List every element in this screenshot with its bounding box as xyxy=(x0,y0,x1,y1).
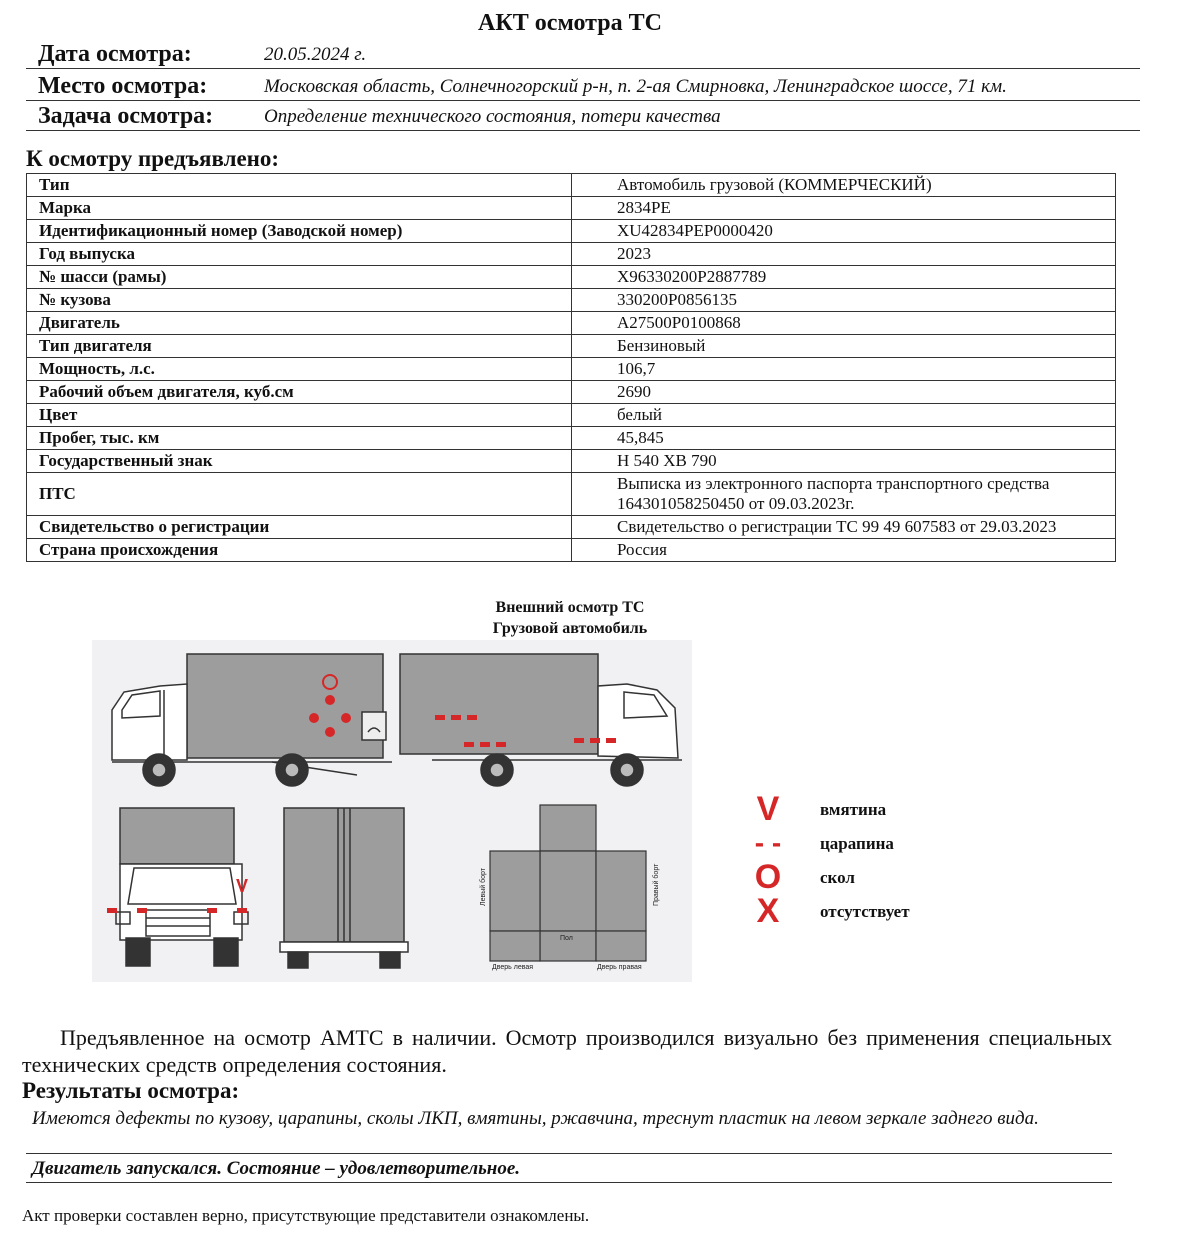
header-label: Место осмотра: xyxy=(38,73,208,99)
legend-scratch xyxy=(748,826,968,860)
inspection-paragraph: Предъявленное на осмотр АМТС в наличии. Осмотр производился визуально без применения специальных технических средств определения состояния. xyxy=(22,1025,1112,1077)
header-value: Московская область, Солнечногорский р-н, п. 2-ая Смирновка, Ленинградское шоссе, 71 км. xyxy=(264,76,1007,97)
spec-key: ПТС xyxy=(27,473,572,516)
spec-value: Свидетельство о регистрации ТС 99 49 607583 от 29.03.2023 xyxy=(572,516,1116,539)
header-value: 20.05.2024 г. xyxy=(264,44,367,65)
results-text: Имеются дефекты по кузову, царапины, сколы ЛКП, вмятины, ржавчина, треснут пластик на левом зеркале заднего вида. xyxy=(32,1108,1039,1129)
results-divider xyxy=(26,1153,1112,1154)
spec-key: Рабочий объем двигателя, куб.см xyxy=(27,381,572,404)
spec-row xyxy=(27,312,1116,335)
truck-rear-view xyxy=(280,808,408,968)
spec-row xyxy=(27,335,1116,358)
spec-value: Бензиновый xyxy=(572,335,1116,358)
spec-key: Марка xyxy=(27,197,572,220)
spec-value: 2023 xyxy=(572,243,1116,266)
document-title: АКТ осмотра ТС xyxy=(478,10,662,36)
header-row-place xyxy=(26,70,1140,101)
section-title: К осмотру предъявлено: xyxy=(26,146,280,171)
truck-diagram xyxy=(92,640,692,982)
spec-key: Свидетельство о регистрации xyxy=(27,516,572,539)
spec-row xyxy=(27,358,1116,381)
legend-label: скол xyxy=(820,868,855,887)
spec-key: № кузова xyxy=(27,289,572,312)
legend-label: отсутствует xyxy=(820,902,910,921)
diagram-caption-1: Внешний осмотр ТС xyxy=(495,599,645,616)
spec-value: 2690 xyxy=(572,381,1116,404)
results-divider xyxy=(26,1182,1112,1183)
spec-row xyxy=(27,473,1116,516)
spec-key: Год выпуска xyxy=(27,243,572,266)
spec-key: Пробег, тыс. км xyxy=(27,427,572,450)
chip-symbol-icon: O xyxy=(754,858,782,896)
spec-value: белый xyxy=(572,404,1116,427)
spec-value: 106,7 xyxy=(572,358,1116,381)
spec-value: 45,845 xyxy=(572,427,1116,450)
legend-label: вмятина xyxy=(820,800,887,819)
results-engine-text: Двигатель запускался. Состояние – удовлетворительное. xyxy=(32,1158,521,1179)
legend-missing xyxy=(748,894,968,928)
spec-value: 2834РЕ xyxy=(572,197,1116,220)
spec-table xyxy=(26,173,1116,562)
label-door-left: Дверь левая xyxy=(492,964,534,971)
spec-value: XU42834PEP0000420 xyxy=(572,220,1116,243)
spec-value: Н 540 ХВ 790 xyxy=(572,450,1116,473)
legend-label: царапина xyxy=(820,834,894,853)
label-door-right: Дверь правая xyxy=(597,964,642,971)
label-floor: Пол xyxy=(560,935,573,942)
spec-key: Государственный знак xyxy=(27,450,572,473)
missing-symbol-icon: X xyxy=(756,892,780,930)
spec-row xyxy=(27,427,1116,450)
spec-value: X96330200P2887789 xyxy=(572,266,1116,289)
spec-key: Идентификационный номер (Заводской номер) xyxy=(27,220,572,243)
spec-key: Тип двигателя xyxy=(27,335,572,358)
spec-key: Двигатель xyxy=(27,312,572,335)
spec-key: Мощность, л.с. xyxy=(27,358,572,381)
spec-row xyxy=(27,539,1116,562)
spec-key: Тип xyxy=(27,174,572,197)
diagram-caption-2: Грузовой автомобиль xyxy=(492,620,648,637)
spec-key: № шасси (рамы) xyxy=(27,266,572,289)
spec-row xyxy=(27,174,1116,197)
spec-row xyxy=(27,516,1116,539)
spec-row xyxy=(27,404,1116,427)
header-label: Задача осмотра: xyxy=(38,103,214,129)
header-value: Определение технического состояния, потери качества xyxy=(264,106,721,127)
spec-value: Россия xyxy=(572,539,1116,562)
spec-row xyxy=(27,450,1116,473)
dent-symbol-icon: V xyxy=(756,790,780,828)
spec-row xyxy=(27,197,1116,220)
spec-row xyxy=(27,289,1116,312)
header-label: Дата осмотра: xyxy=(38,41,192,67)
spec-value: Автомобиль грузовой (КОММЕРЧЕСКИЙ) xyxy=(572,174,1116,197)
spec-row xyxy=(27,381,1116,404)
spec-row xyxy=(27,243,1116,266)
spec-key: Страна происхождения xyxy=(27,539,572,562)
legend-dent xyxy=(748,792,968,826)
damage-legend xyxy=(748,792,968,942)
header-row-task xyxy=(26,100,1140,131)
legend-chip xyxy=(748,860,968,894)
spec-key: Цвет xyxy=(27,404,572,427)
results-title: Результаты осмотра: xyxy=(22,1078,240,1103)
svg-text:V: V xyxy=(236,876,249,896)
label-right-side: Правый борт xyxy=(653,863,660,906)
spec-row xyxy=(27,266,1116,289)
label-left-side: Левый борт xyxy=(480,868,487,906)
footer-note: Акт проверки составлен верно, присутствующие представители ознакомлены. xyxy=(22,1206,590,1225)
spec-value: A27500P0100868 xyxy=(572,312,1116,335)
spec-value: 330200P0856135 xyxy=(572,289,1116,312)
spec-value: Выписка из электронного паспорта транспортного средства 164301058250450 от 09.03.2023г. xyxy=(572,473,1116,516)
scratch-symbol-icon: - - xyxy=(754,827,782,858)
header-row-date xyxy=(26,38,1140,69)
spec-row xyxy=(27,220,1116,243)
